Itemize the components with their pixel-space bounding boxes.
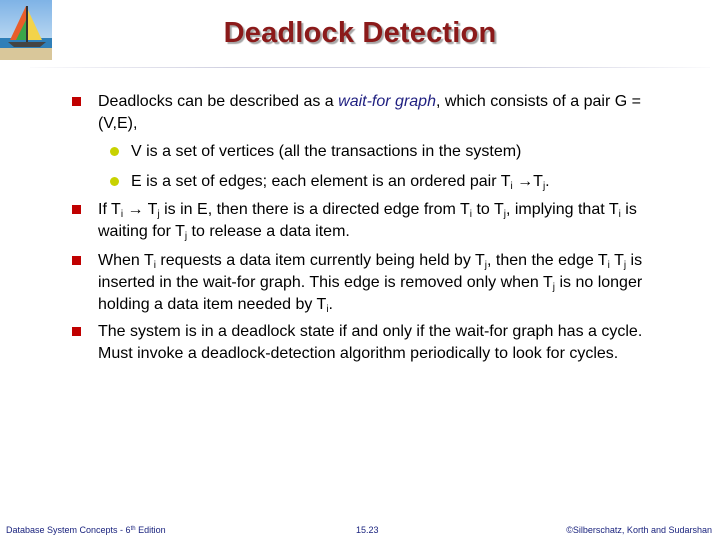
bullet-directed-edge: If $T_i \to T_j$ is in E, then there is a directed edge from $T_i$ to $T_j$, implying that $T_i$ is waiting for $T_j$ to release a data item. xyxy=(98,199,673,243)
round-bullet-icon xyxy=(110,147,119,156)
bullet-edge-insertion: When $T_i$ requests a data item currently being held by $T_j$, then the edge $T_i$ $T_j$ is inserted in the wait-for graph. This edge is removed only when $T_j$ is no longer holding a data item needed by $T_i$. xyxy=(98,250,673,316)
footer-book-title: Database System Concepts - 6th Edition xyxy=(6,525,166,535)
square-bullet-icon xyxy=(72,97,81,106)
square-bullet-icon xyxy=(72,205,81,214)
square-bullet-icon xyxy=(72,327,81,336)
footer-copyright: ©Silberschatz, Korth and Sudarshan xyxy=(566,525,712,535)
bullet-deadlock-state: The system is in a deadlock state if and only if the wait-for graph has a cycle. Must invoke a deadlock-detection algorithm periodically to look for cycles. xyxy=(98,321,673,365)
square-bullet-icon xyxy=(72,256,81,265)
round-bullet-icon xyxy=(110,177,119,186)
subbullet-edges: E is a set of edges; each element is an ordered pair $T_i \to T_j$. xyxy=(131,171,671,193)
wait-for-graph-term: wait-for graph xyxy=(338,93,436,110)
slide-title: Deadlock Detection xyxy=(223,17,497,49)
subbullet-vertices: V is a set of vertices (all the transactions in the system) xyxy=(131,141,671,163)
footer-slide-number: 15.23 xyxy=(356,525,379,535)
bullet-wait-for-graph: Deadlocks can be described as a wait-for graph, which consists of a pair G = (V,E), xyxy=(98,91,673,135)
